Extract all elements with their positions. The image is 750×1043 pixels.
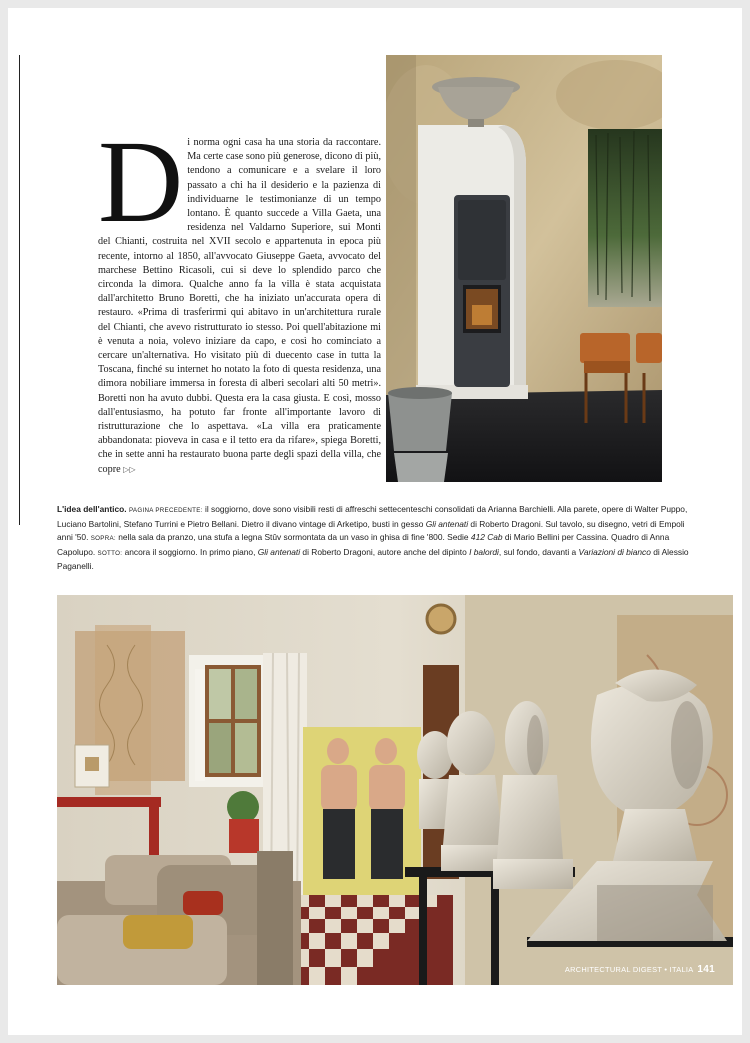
- left-margin-rule: [19, 55, 20, 525]
- page-folio: [565, 964, 715, 975]
- drop-cap: D: [98, 136, 182, 247]
- magazine-page: [8, 8, 742, 1035]
- caption-label-previous-page: PAGINA PRECEDENTE:: [128, 507, 203, 514]
- article-body: [98, 136, 381, 484]
- photo-dining-room: [386, 55, 662, 482]
- caption-label-above: SOPRA:: [90, 535, 116, 543]
- page-number: 141: [697, 964, 715, 975]
- article-text: i norma ogni casa ha una storia da raccontare. Ma certe case sono più generose, dicono di più, tendono a comunicare e a svelare il loro passato a chi ha il desiderio e la pazienza di individuarne le testimonianze di un tempo lontano. È quanto succede a Villa Gaeta, una residenza nel Valdarno Superiore, sui Monti del Chianti, costruita nel XVII secolo e appartenuta in epoca più recente, intorno al 1850, all'avvocato Giuseppe Gaeta, avvocato del marchese Bettino Ricasoli, cui si deve lo splendido parco che circonda la dimora. Qualche anno fa la villa è stata acquistata dall'architetto Bruno Boretti, che ha iniziato un'accurata opera di restauro. «Prima di trasferirmi qui abitavo in un'architettura rurale del Chianti, che avevo ristrutturato io stesso. Poi quell'abitazione mi è venuta a noia, volevo iniziare da capo, e così ho cominciato a cercare un'alternativa. Ho visitato più di duecento case in tutta la Toscana, finché su internet ho notato la foto di questa residenza, una dimora nobiliare immersa in foresta di alberi secolari alti 50 metri». Boretti non ha avuto dubbi. Questa era la casa giusta. E così, mosso dall'entusiasmo, ha potuto far fronte all'importante lavoro di ristrutturazione che lo aspettava. «La villa era praticamente abbandonata: pioveva in casa e il tetto era da rifare», spiega Boretti, che in sette anni ha restaurato buona parte degli spazi della villa, che copre: [98, 137, 381, 475]
- magazine-name: ARCHITECTURAL DIGEST • ITALIA: [564, 965, 694, 974]
- photo-caption: L'idea dell'antico. PAGINA PRECEDENTE: il soggiorno, dove sono visibili resti di affreschi settecenteschi consolidati da Arianna Barchielli. Alla parete, opere di Walter Puppo, Luciano Bartolini, Stefano Turrini e Pietro Bellani. Dietro il divano vintage di Arketipo, busti in gesso Gli antenati di Roberto Dragoni. Sul tavolo, su disegno, vetri di Empoli anni '50. SOPRA: nella sala da pranzo, una stufa a legna Stûv sormontata da un vaso in ghisa di fine '800. Sedie 412 Cab di Mario Bellini per Cassina. Quadro di Anna Capolupo. SOTTO: ancora il soggiorno. In primo piano, Gli antenati di Roberto Dragoni, autore anche del dipinto I balordi, sul fondo, davanti a Variazioni di bianco di Alessio Paganelli.: [57, 504, 689, 572]
- caption-label-below: SOTTO:: [97, 549, 123, 557]
- continue-arrow-icon: ▷▷: [123, 464, 136, 474]
- caption-lead: L'idea dell'antico.: [57, 504, 127, 514]
- photo-living-room: [57, 595, 733, 985]
